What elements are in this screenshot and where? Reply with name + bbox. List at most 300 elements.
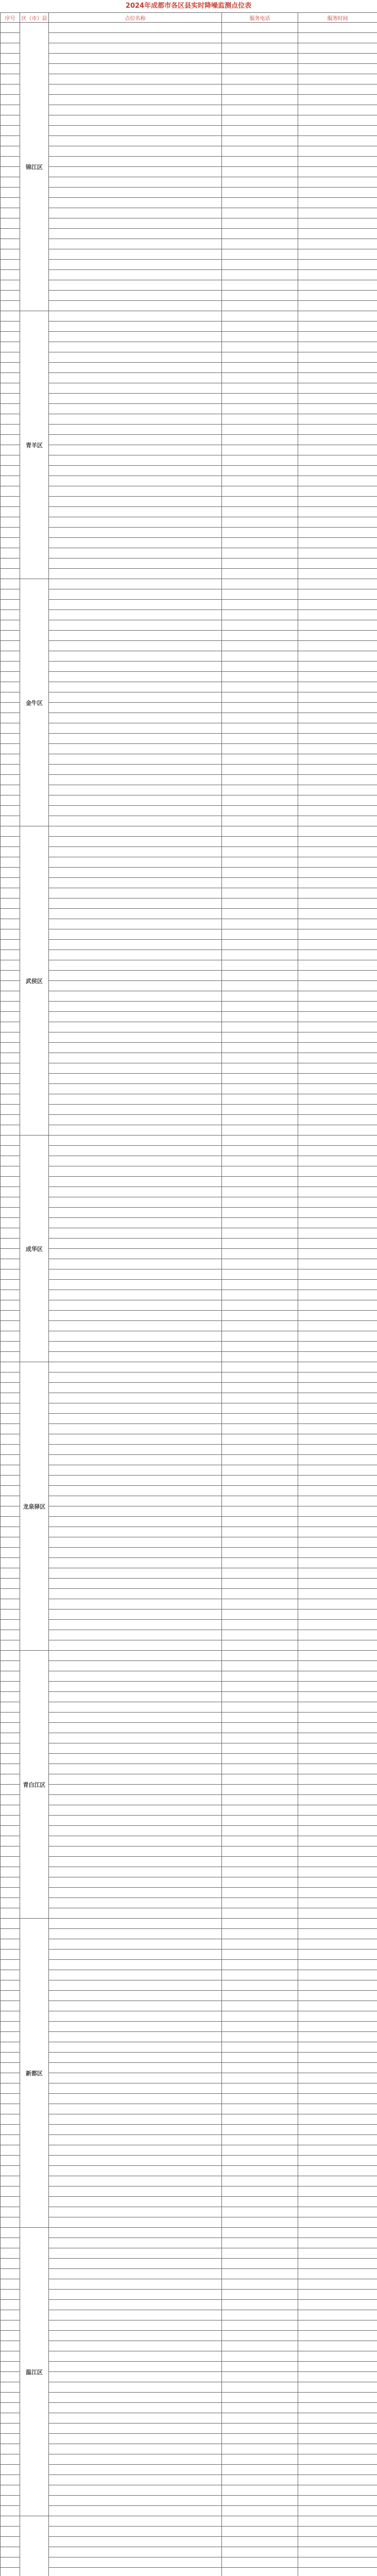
service-time-cell xyxy=(298,2176,377,2187)
table-row xyxy=(1,1919,377,1929)
phone-cell xyxy=(222,157,298,167)
row-index-cell xyxy=(1,1280,20,1290)
row-index-cell xyxy=(1,1290,20,1300)
row-index-cell xyxy=(1,2362,20,2372)
service-time-cell xyxy=(298,1290,377,1300)
service-time-cell xyxy=(298,445,377,455)
table-row xyxy=(1,744,377,754)
point-name-cell xyxy=(49,2465,222,2475)
service-time-cell xyxy=(298,589,377,600)
point-name-cell xyxy=(49,115,222,126)
table-row xyxy=(1,2125,377,2135)
table-row xyxy=(1,919,377,929)
service-time-cell xyxy=(298,517,377,528)
table-row xyxy=(1,1743,377,1754)
point-name-cell xyxy=(49,2372,222,2382)
point-name-cell xyxy=(49,950,222,960)
point-name-cell xyxy=(49,2042,222,2053)
point-name-cell xyxy=(49,84,222,95)
table-row xyxy=(1,1012,377,1022)
row-index-cell xyxy=(1,1146,20,1156)
point-name-cell xyxy=(49,280,222,291)
row-index-cell xyxy=(1,404,20,414)
row-index-cell xyxy=(1,342,20,352)
point-name-cell xyxy=(49,1043,222,1053)
row-index-cell xyxy=(1,1558,20,1568)
table-row xyxy=(1,1321,377,1331)
phone-cell xyxy=(222,1249,298,1259)
point-name-cell xyxy=(49,33,222,43)
phone-cell xyxy=(222,868,298,878)
service-time-cell xyxy=(298,1506,377,1517)
row-index-cell xyxy=(1,589,20,600)
phone-cell xyxy=(222,517,298,528)
phone-cell xyxy=(222,1311,298,1321)
table-row xyxy=(1,1290,377,1300)
point-name-cell xyxy=(49,2434,222,2444)
point-name-cell xyxy=(49,404,222,414)
table-row xyxy=(1,1331,377,1342)
service-time-cell xyxy=(298,1280,377,1290)
row-index-cell xyxy=(1,2393,20,2403)
row-index-cell xyxy=(1,713,20,723)
table-row xyxy=(1,1702,377,1713)
table-row xyxy=(1,1620,377,1630)
phone-cell xyxy=(222,1692,298,1702)
row-index-cell xyxy=(1,734,20,744)
point-name-cell xyxy=(49,2424,222,2434)
point-name-cell xyxy=(49,2022,222,2032)
service-time-cell xyxy=(298,1393,377,1403)
table-row xyxy=(1,2290,377,2300)
phone-cell xyxy=(222,1228,298,1239)
service-time-cell xyxy=(298,1517,377,1527)
row-index-cell xyxy=(1,2475,20,2485)
point-name-cell xyxy=(49,672,222,682)
table-row xyxy=(1,1929,377,1939)
phone-cell xyxy=(222,1043,298,1053)
row-index-cell xyxy=(1,2073,20,2083)
point-name-cell xyxy=(49,2187,222,2197)
service-time-cell xyxy=(298,2187,377,2197)
row-index-cell xyxy=(1,1012,20,1022)
point-name-cell xyxy=(49,2444,222,2454)
table-row xyxy=(1,249,377,260)
table-row xyxy=(1,146,377,157)
row-index-cell xyxy=(1,435,20,445)
service-time-cell xyxy=(298,507,377,517)
table-row xyxy=(1,1445,377,1455)
phone-cell xyxy=(222,2393,298,2403)
row-index-cell xyxy=(1,1063,20,1074)
service-time-cell xyxy=(298,1424,377,1434)
service-time-cell xyxy=(298,1445,377,1455)
table-row xyxy=(1,1805,377,1816)
row-index-cell xyxy=(1,2537,20,2547)
phone-cell xyxy=(222,1476,298,1486)
row-index-cell xyxy=(1,2228,20,2238)
point-name-cell xyxy=(49,414,222,425)
service-time-cell xyxy=(298,1795,377,1805)
table-row xyxy=(1,1362,377,1372)
point-name-cell xyxy=(49,651,222,662)
table-row xyxy=(1,1640,377,1651)
service-time-cell xyxy=(298,1084,377,1094)
row-index-cell xyxy=(1,2053,20,2063)
row-index-cell xyxy=(1,239,20,249)
service-time-cell xyxy=(298,1187,377,1197)
row-index-cell xyxy=(1,1816,20,1826)
service-time-cell xyxy=(298,1372,377,1383)
point-name-cell xyxy=(49,445,222,455)
row-index-cell xyxy=(1,2351,20,2362)
table-row xyxy=(1,1671,377,1682)
point-name-cell xyxy=(49,2496,222,2506)
service-time-cell xyxy=(298,1012,377,1022)
row-index-cell xyxy=(1,929,20,940)
point-name-cell xyxy=(49,105,222,115)
phone-cell xyxy=(222,1568,298,1579)
table-row xyxy=(1,352,377,363)
row-index-cell xyxy=(1,2290,20,2300)
phone-cell xyxy=(222,1414,298,1424)
point-name-cell xyxy=(49,1177,222,1187)
table-row xyxy=(1,2032,377,2042)
table-body xyxy=(1,23,377,2576)
service-time-cell xyxy=(298,373,377,383)
service-time-cell xyxy=(298,1960,377,1970)
phone-cell xyxy=(222,1197,298,1208)
table-row xyxy=(1,1084,377,1094)
phone-cell xyxy=(222,2166,298,2176)
service-time-cell xyxy=(298,1002,377,1012)
table-row xyxy=(1,2475,377,2485)
phone-cell xyxy=(222,950,298,960)
table-row xyxy=(1,2320,377,2331)
point-name-cell xyxy=(49,1383,222,1393)
table-row xyxy=(1,1991,377,2001)
phone-cell xyxy=(222,1300,298,1311)
point-name-cell xyxy=(49,1785,222,1795)
row-index-cell xyxy=(1,878,20,888)
point-name-cell xyxy=(49,1455,222,1465)
phone-cell xyxy=(222,2485,298,2496)
table-row xyxy=(1,2145,377,2156)
service-time-cell xyxy=(298,249,377,260)
row-index-cell xyxy=(1,1259,20,1269)
service-time-cell xyxy=(298,105,377,115)
row-index-cell xyxy=(1,1692,20,1702)
phone-cell xyxy=(222,2568,298,2576)
table-row xyxy=(1,115,377,126)
row-index-cell xyxy=(1,837,20,847)
table-row xyxy=(1,1599,377,1609)
service-time-cell xyxy=(298,1589,377,1599)
service-time-cell xyxy=(298,1239,377,1249)
phone-cell xyxy=(222,1991,298,2001)
row-index-cell xyxy=(1,1414,20,1424)
phone-cell xyxy=(222,146,298,157)
table-row xyxy=(1,455,377,466)
row-index-cell xyxy=(1,1898,20,1908)
point-name-cell xyxy=(49,2403,222,2413)
phone-cell xyxy=(222,548,298,558)
point-name-cell xyxy=(49,363,222,373)
point-name-cell xyxy=(49,2197,222,2207)
phone-cell xyxy=(222,1084,298,1094)
point-name-cell xyxy=(49,2125,222,2135)
row-index-cell xyxy=(1,672,20,682)
point-name-cell xyxy=(49,1166,222,1177)
phone-cell xyxy=(222,1403,298,1414)
row-index-cell xyxy=(1,1517,20,1527)
service-time-cell xyxy=(298,1702,377,1713)
row-index-cell xyxy=(1,2114,20,2125)
service-time-cell xyxy=(298,2135,377,2145)
phone-cell xyxy=(222,1002,298,1012)
table-row xyxy=(1,960,377,971)
point-name-cell xyxy=(49,631,222,641)
row-index-cell xyxy=(1,1960,20,1970)
point-name-cell xyxy=(49,2547,222,2557)
table-row xyxy=(1,2207,377,2217)
table-row xyxy=(1,1877,377,1888)
point-name-cell xyxy=(49,971,222,981)
service-time-cell xyxy=(298,301,377,311)
point-name-cell xyxy=(49,2259,222,2269)
row-index-cell xyxy=(1,971,20,981)
phone-cell xyxy=(222,2022,298,2032)
phone-cell xyxy=(222,816,298,826)
point-name-cell xyxy=(49,466,222,476)
point-name-cell xyxy=(49,1434,222,1445)
table-row xyxy=(1,2506,377,2516)
service-time-cell xyxy=(298,1197,377,1208)
point-name-cell xyxy=(49,1558,222,1568)
phone-cell xyxy=(222,1908,298,1919)
point-name-cell xyxy=(49,1342,222,1352)
row-index-cell xyxy=(1,2032,20,2042)
point-name-cell xyxy=(49,1372,222,1383)
service-time-cell xyxy=(298,1537,377,1548)
table-row xyxy=(1,177,377,188)
table-row xyxy=(1,600,377,610)
service-time-cell xyxy=(298,692,377,703)
row-index-cell xyxy=(1,311,20,321)
row-index-cell xyxy=(1,2176,20,2187)
point-name-cell xyxy=(49,2114,222,2125)
table-row xyxy=(1,837,377,847)
row-index-cell xyxy=(1,2187,20,2197)
point-name-cell xyxy=(49,435,222,445)
service-time-cell xyxy=(298,703,377,713)
point-name-cell xyxy=(49,146,222,157)
phone-cell xyxy=(222,1929,298,1939)
point-name-cell xyxy=(49,795,222,806)
row-index-cell xyxy=(1,1465,20,1476)
service-time-cell xyxy=(298,74,377,84)
district-cell: 金牛区 xyxy=(20,579,49,826)
phone-cell xyxy=(222,1826,298,1836)
point-name-cell xyxy=(49,2228,222,2238)
row-index-cell xyxy=(1,703,20,713)
service-time-cell xyxy=(298,1826,377,1836)
table-row xyxy=(1,43,377,54)
point-name-cell xyxy=(49,373,222,383)
point-name-cell xyxy=(49,857,222,868)
phone-cell xyxy=(222,1620,298,1630)
table-row xyxy=(1,321,377,332)
phone-cell xyxy=(222,620,298,631)
row-index-cell xyxy=(1,1609,20,1620)
service-time-cell xyxy=(298,1908,377,1919)
table-row xyxy=(1,2547,377,2557)
point-name-cell xyxy=(49,1022,222,1032)
point-name-cell xyxy=(49,1754,222,1764)
table-row xyxy=(1,2465,377,2475)
point-name-cell xyxy=(49,1146,222,1156)
point-name-cell xyxy=(49,682,222,692)
point-name-cell xyxy=(49,1208,222,1218)
service-time-cell xyxy=(298,795,377,806)
row-index-cell xyxy=(1,2506,20,2516)
phone-cell xyxy=(222,1651,298,1661)
row-index-cell xyxy=(1,1166,20,1177)
row-index-cell xyxy=(1,1136,20,1146)
phone-cell xyxy=(222,2444,298,2454)
row-index-cell xyxy=(1,486,20,497)
phone-cell xyxy=(222,1764,298,1774)
row-index-cell xyxy=(1,2063,20,2073)
service-time-cell xyxy=(298,2125,377,2135)
row-index-cell xyxy=(1,1857,20,1867)
service-time-cell xyxy=(298,919,377,929)
service-time-cell xyxy=(298,569,377,579)
point-name-cell xyxy=(49,1506,222,1517)
phone-cell xyxy=(222,2537,298,2547)
table-row xyxy=(1,239,377,249)
service-time-cell xyxy=(298,929,377,940)
table-row xyxy=(1,2248,377,2259)
service-time-cell xyxy=(298,2547,377,2557)
service-time-cell xyxy=(298,1620,377,1630)
point-name-cell xyxy=(49,394,222,404)
phone-cell xyxy=(222,95,298,105)
table-row xyxy=(1,1816,377,1826)
point-name-cell xyxy=(49,177,222,188)
phone-cell xyxy=(222,847,298,857)
service-time-cell xyxy=(298,2083,377,2094)
service-time-cell xyxy=(298,899,377,909)
service-time-cell xyxy=(298,239,377,249)
row-index-cell xyxy=(1,765,20,775)
point-name-cell xyxy=(49,95,222,105)
table-row xyxy=(1,2341,377,2351)
table-row xyxy=(1,2568,377,2576)
row-index-cell xyxy=(1,1115,20,1125)
row-index-cell xyxy=(1,1888,20,1898)
point-name-cell xyxy=(49,1950,222,1960)
table-row xyxy=(1,692,377,703)
phone-cell xyxy=(222,1558,298,1568)
table-row xyxy=(1,2176,377,2187)
point-name-cell xyxy=(49,1960,222,1970)
service-time-cell xyxy=(298,2465,377,2475)
row-index-cell xyxy=(1,868,20,878)
point-name-cell xyxy=(49,1424,222,1434)
point-name-cell xyxy=(49,1197,222,1208)
point-name-cell xyxy=(49,43,222,54)
row-index-cell xyxy=(1,1826,20,1836)
point-name-cell xyxy=(49,1300,222,1311)
phone-cell xyxy=(222,177,298,188)
table-row xyxy=(1,1950,377,1960)
phone-cell xyxy=(222,2207,298,2217)
table-row xyxy=(1,1115,377,1125)
table-row xyxy=(1,620,377,631)
table-row xyxy=(1,229,377,239)
phone-cell xyxy=(222,744,298,754)
table-row xyxy=(1,682,377,692)
service-time-cell xyxy=(298,2372,377,2382)
service-time-cell xyxy=(298,1671,377,1682)
service-time-cell xyxy=(298,1630,377,1640)
service-time-cell xyxy=(298,435,377,445)
point-name-cell xyxy=(49,620,222,631)
point-name-cell xyxy=(49,713,222,723)
row-index-cell xyxy=(1,2269,20,2279)
row-index-cell xyxy=(1,806,20,816)
point-name-cell xyxy=(49,383,222,394)
service-time-cell xyxy=(298,2506,377,2516)
row-index-cell xyxy=(1,1022,20,1032)
service-time-cell xyxy=(298,847,377,857)
phone-cell xyxy=(222,2042,298,2053)
table-row xyxy=(1,589,377,600)
row-index-cell xyxy=(1,2568,20,2576)
phone-cell xyxy=(222,1166,298,1177)
phone-cell xyxy=(222,507,298,517)
row-index-cell xyxy=(1,1548,20,1558)
table-row xyxy=(1,651,377,662)
row-index-cell xyxy=(1,950,20,960)
phone-cell xyxy=(222,1032,298,1043)
phone-cell xyxy=(222,373,298,383)
table-row xyxy=(1,1661,377,1671)
table-row xyxy=(1,218,377,229)
service-time-cell xyxy=(298,1383,377,1393)
district-cell: 新都区 xyxy=(20,1919,49,2228)
phone-cell xyxy=(222,2341,298,2351)
table-row xyxy=(1,311,377,321)
row-index-cell xyxy=(1,167,20,177)
row-index-cell xyxy=(1,1352,20,1362)
phone-cell xyxy=(222,466,298,476)
row-index-cell xyxy=(1,1445,20,1455)
phone-cell xyxy=(222,1754,298,1764)
phone-cell xyxy=(222,1445,298,1455)
phone-cell xyxy=(222,394,298,404)
row-index-cell xyxy=(1,218,20,229)
point-name-cell xyxy=(49,579,222,589)
row-index-cell xyxy=(1,2496,20,2506)
phone-cell xyxy=(222,579,298,589)
service-time-cell xyxy=(298,806,377,816)
service-time-cell xyxy=(298,2053,377,2063)
table-row xyxy=(1,507,377,517)
phone-cell xyxy=(222,260,298,270)
point-name-cell xyxy=(49,1074,222,1084)
